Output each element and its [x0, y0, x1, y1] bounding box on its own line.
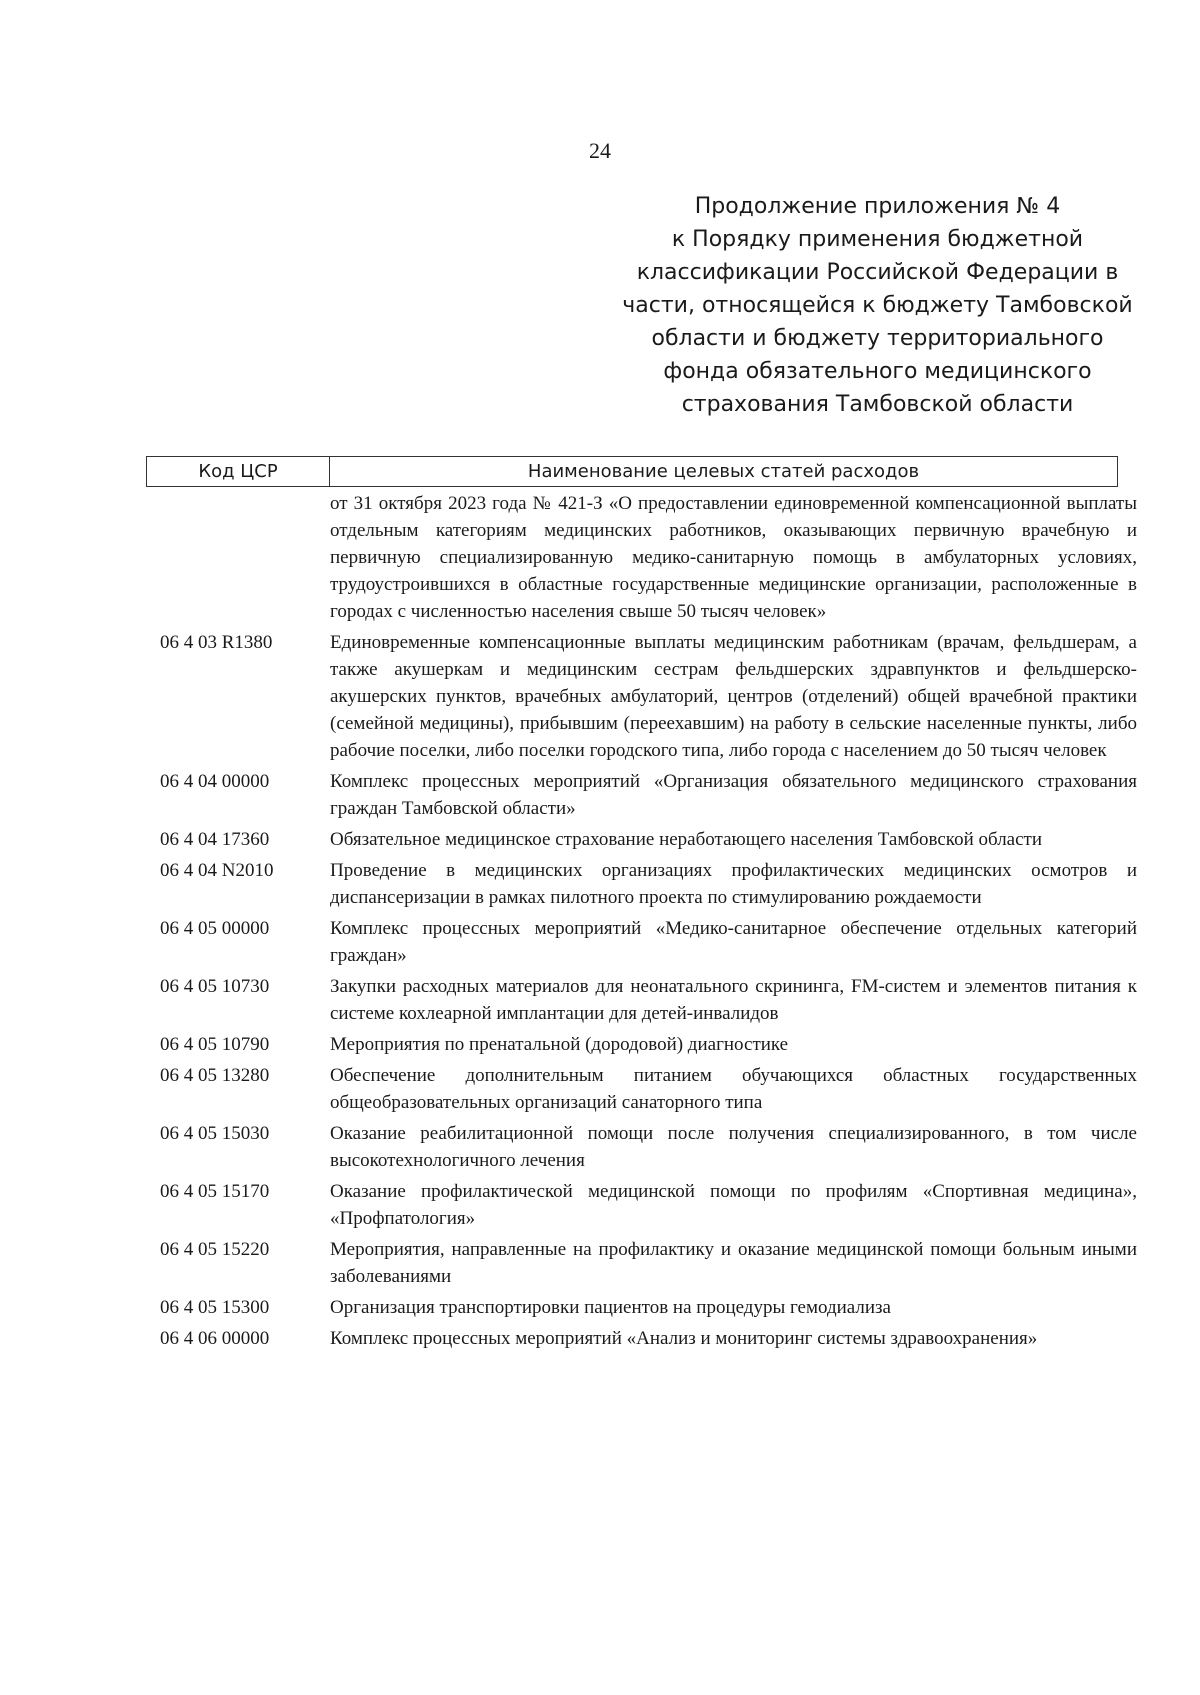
table-row: [160, 1236, 1140, 1290]
table-header: [146, 456, 1118, 487]
row-name: Комплекс процессных мероприятий «Медико-санитарное обеспечение отдельных категорий граждан»: [330, 918, 1137, 966]
row-code: 06 4 04 00000: [160, 771, 270, 792]
row-name: Проведение в медицинских организациях профилактических медицинских осмотров и диспансеризации в рамках пилотного проекта по стимулированию рождаемости: [330, 860, 1137, 908]
appendix-header-line: классификации Российской Федерации в: [636, 260, 1119, 285]
row-code: 06 4 04 17360: [160, 829, 270, 850]
table-row: [160, 1325, 1140, 1352]
table-row: [160, 1294, 1140, 1321]
appendix-header: [600, 190, 1155, 421]
row-name: Оказание реабилитационной помощи после получения специализированного, в том числе высокотехнологичного лечения: [330, 1123, 1137, 1171]
row-name: Организация транспортировки пациентов на процедуры гемодиализа: [330, 1297, 891, 1318]
table-row: [160, 826, 1140, 853]
table-row: [160, 629, 1140, 764]
row-code: 06 4 05 13280: [160, 1065, 270, 1086]
row-name: Обязательное медицинское страхование неработающего населения Тамбовской области: [330, 829, 1043, 850]
table-body: [160, 490, 1140, 1356]
table-row: [160, 973, 1140, 1027]
column-header-name: Наименование целевых статей расходов: [527, 461, 920, 482]
row-name: Единовременные компенсационные выплаты медицинским работникам (врачам, фельдшерам, а также акушеркам и медицинским сестрам фельдшерских здравпунктов и фельдшерско-акушерских пунктов, врачебных амбулаторий, центров (отделений) общей врачебной практики (семейной медицины), прибывшим (переехавшим) на работу в сельские населенные пункты, либо рабочие поселки, либо поселки городского типа, либо города с населением до 50 тысяч человек: [330, 632, 1137, 761]
table-row: [160, 1031, 1140, 1058]
column-header-code: Код ЦСР: [147, 457, 330, 486]
row-code: 06 4 05 15030: [160, 1123, 270, 1144]
appendix-header-line: части, относящейся к бюджету Тамбовской: [622, 293, 1133, 318]
table-row: [160, 1062, 1140, 1116]
row-name: Комплекс процессных мероприятий «Организация обязательного медицинского страхования граждан Тамбовской области»: [330, 771, 1137, 819]
page-number: 24: [589, 138, 611, 163]
row-name: Мероприятия по пренатальной (дородовой) диагностике: [330, 1034, 789, 1055]
table-row: [160, 490, 1140, 625]
table-row: [160, 1178, 1140, 1232]
row-code: 06 4 05 10730: [160, 976, 270, 997]
row-name: Мероприятия, направленные на профилактику и оказание медицинской помощи больным иными заболеваниями: [330, 1239, 1137, 1287]
table-row: [160, 857, 1140, 911]
row-code: 06 4 05 15170: [160, 1181, 270, 1202]
row-name: от 31 октября 2023 года № 421-З «О предоставлении единовременной компенсационной выплаты отдельным категориям медицинских работников, оказывающих первичную врачебную и первичную специализированную медико-санитарную помощь в амбулаторных условиях, трудоустроившихся в областные государственные медицинские организации, расположенные в городах с численностью населения свыше 50 тысяч человек»: [330, 493, 1137, 622]
row-name: Обеспечение дополнительным питанием обучающихся областных государственных общеобразовательных организаций санаторного типа: [330, 1065, 1137, 1113]
table-row: [160, 768, 1140, 822]
row-name: Закупки расходных материалов для неонатального скрининга, FM-систем и элементов питания к системе кохлеарной имплантации для детей-инвалидов: [330, 976, 1137, 1024]
row-code: 06 4 05 15220: [160, 1239, 270, 1260]
appendix-header-line: к Порядку применения бюджетной: [671, 227, 1084, 252]
row-name: Оказание профилактической медицинской помощи по профилям «Спортивная медицина», «Профпатология»: [330, 1181, 1137, 1229]
appendix-header-line: страхования Тамбовской области: [681, 392, 1074, 417]
table-row: [160, 915, 1140, 969]
table-row: [160, 1120, 1140, 1174]
row-code: 06 4 03 R1380: [160, 632, 273, 653]
appendix-header-line: Продолжение приложения № 4: [694, 194, 1061, 219]
appendix-header-line: фонда обязательного медицинского: [663, 359, 1092, 384]
row-code: 06 4 05 10790: [160, 1034, 270, 1055]
row-name: Комплекс процессных мероприятий «Анализ и мониторинг системы здравоохранения»: [330, 1328, 1038, 1349]
row-code: 06 4 05 15300: [160, 1297, 270, 1318]
row-code: 06 4 04 N2010: [160, 860, 274, 881]
appendix-header-line: области и бюджету территориального: [651, 326, 1104, 351]
row-code: 06 4 05 00000: [160, 918, 270, 939]
row-code: 06 4 06 00000: [160, 1328, 270, 1349]
